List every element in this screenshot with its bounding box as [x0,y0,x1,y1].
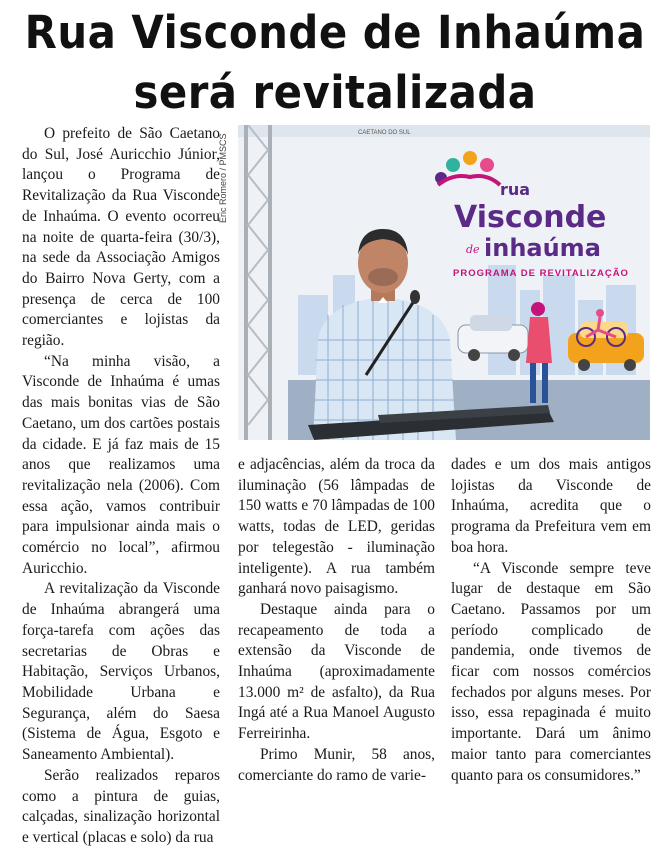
headline-line-2: será revitalizada [133,66,537,119]
photo-credit-text: Eric Romero / PMSCS [218,133,228,223]
paragraph: A revitalização da Visconde de Inhaúma abrangerá uma força-tarefa com ações das secretarias de Obras e Habitação, Serviços Urbanos, Mobilidade Urbana e Segurança, além do Saesa (Sistema de Água, Esgoto e Saneamento Ambiental). [22,580,220,764]
article-column-2 [238,455,435,786]
paragraph: Serão realizados reparos como a pintura de guias, calçadas, sinalização horizontal e vertical (placas e solo) da rua [22,766,220,846]
paragraph: Primo Munir, 58 anos, comerciante do ramo de varie- [238,745,435,784]
banner-top-text: CAETANO DO SUL [358,130,411,136]
article-column-3 [451,455,651,786]
banner-word-inhauma: inhaúma [484,234,601,262]
headline-line-1: Rua Visconde de Inhaúma [24,6,646,59]
banner-word-rua: rua [500,180,531,199]
banner-word-visconde: Visconde [454,200,607,235]
paragraph: dades e um dos mais antigos lojistas da Visconde de Inhaúma, acredita que o programa da Prefeitura vem em boa hora. [451,456,651,556]
banner-program-text: PROGRAMA DE REVITALIZAÇÃO [453,268,629,279]
article-photo [238,125,650,440]
banner-word-de: de [466,243,480,256]
paragraph: e adjacências, além da troca da iluminação (56 lâmpadas de 150 watts e 70 lâmpadas de 100 watts, todas de LED, geridas por telegestão - iluminação inteligente). A rua também ganhará novo paisagismo. [238,456,435,598]
paragraph: “A Visconde sempre teve lugar de destaque em São Caetano. Passamos por um período complicado de pandemia, onde tivemos de ficar com nossos comércios fechados por alguns meses. Por isso, essa repaginada é muito importante. Dará um ânimo maior tanto para comerciantes quanto para os consumidores.” [451,559,651,784]
article-column-1 [22,124,220,849]
paragraph: Destaque ainda para o recapeamento de toda a extensão da Visconde de Inhaúma (aproximadamente 13.000 m² de asfalto), da Rua Ingá até a Rua Manoel Augusto Ferreirinha. [238,600,435,743]
photo-credit [218,128,232,223]
headline [23,0,646,122]
paragraph: “Na minha visão, a Visconde de Inhaúma é umas das mais bonitas vias de São Caetano, um dos cartões postais da cidade. E já faz mais de 15 anos que realizamos uma revitalização nela (2006). Com essa ação, vamos contribuir para impulsionar ainda mais o comércio no local”, afirmou Auricchio. [22,352,220,577]
paragraph: O prefeito de São Caetano do Sul, José Auricchio Júnior, lançou o Programa de Revitalização da Rua Visconde de Inhaúma. O evento ocorreu na noite de quarta-feira (30/3), na sede da Associação Amigos do Bairro Nova Gerty, com a presença de cerca de 100 comerciantes e lojistas da região. [22,125,220,350]
